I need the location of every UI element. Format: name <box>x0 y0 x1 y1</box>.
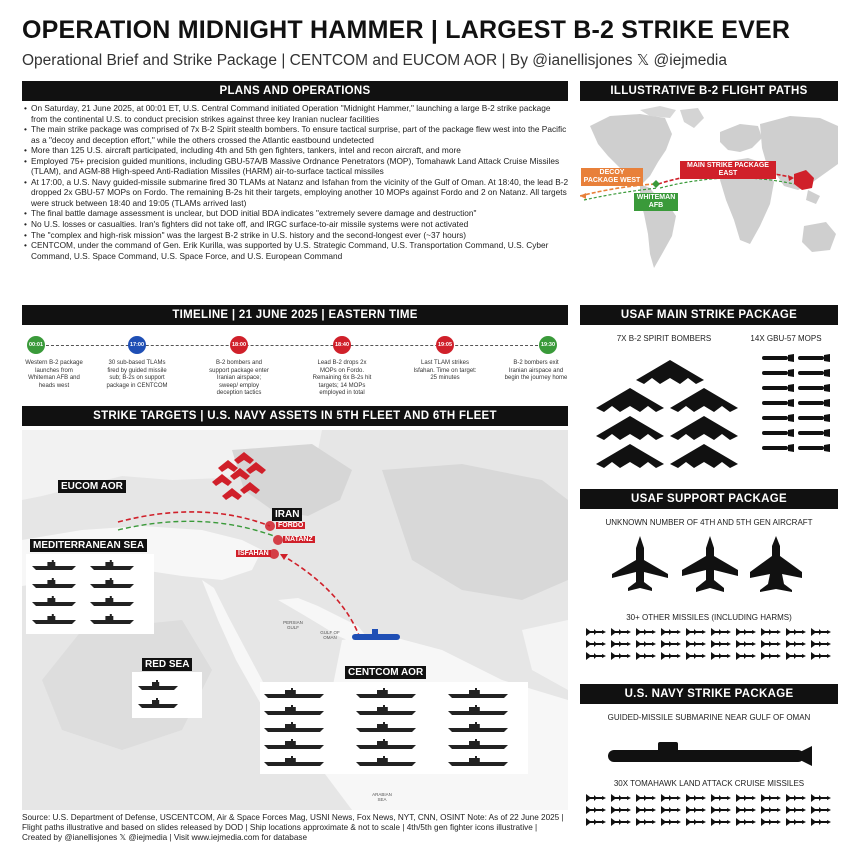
harm-missile-icon <box>634 652 656 660</box>
page-subtitle: Operational Brief and Strike Package | CENTCOM and EUCOM AOR | By @ianellisjones 𝕏 @iejmedia <box>22 52 728 69</box>
harm-missile-icon <box>734 652 756 660</box>
submarine-caption: GUIDED-MISSILE SUBMARINE NEAR GULF OF OMAN <box>607 713 811 722</box>
fighter-icon-1 <box>612 536 668 591</box>
tlam-missile-icon <box>584 806 606 814</box>
harm-missile-icon <box>684 640 706 648</box>
harm-missile-icon <box>784 640 806 648</box>
centcom-label: CENTCOM AOR <box>345 666 426 679</box>
warship-icon <box>448 756 508 766</box>
tlam-missile-icon <box>634 794 656 802</box>
harm-missile-icon <box>609 652 631 660</box>
warship-icon <box>90 560 134 570</box>
red-sea-label: RED SEA <box>142 658 192 671</box>
mop-bomb-icon <box>796 354 832 362</box>
mop-bomb-icon <box>760 414 796 422</box>
tlam-missile-icon <box>659 818 681 826</box>
timeline-text: Western B-2 package launches from Whiteman AFB and heads west <box>25 360 83 389</box>
tlam-missile-icon <box>784 818 806 826</box>
tlam-missile-icon <box>734 806 756 814</box>
tlam-caption: 30X TOMAHAWK LAND ATTACK CRUISE MISSILES <box>613 779 805 788</box>
harm-missile-icon <box>684 628 706 636</box>
tlam-missile-icon <box>759 818 781 826</box>
timeline-text: B-2 bombers and support package enter Iranian airspace; sweep/ employ deception tactics <box>209 360 269 396</box>
warship-icon <box>264 739 324 749</box>
warship-icon <box>356 756 416 766</box>
warship-icon <box>356 722 416 732</box>
gulf-of-oman-label: GULF OF OMAN <box>320 630 340 640</box>
harm-missile-icon <box>809 628 831 636</box>
timeline-text: 30 sub-based TLAMs fired by guided missile sub; B-2s on support package in CENTCOM <box>106 360 168 389</box>
persian-gulf-label: PERSIAN GULF <box>283 620 303 630</box>
plans-item: • The final battle damage assessment is unclear, but DOD initial BDA indicates "extremely severe damage and destruction" <box>24 208 569 219</box>
mops-caption: 14X GBU-57 MOPS <box>750 334 822 343</box>
b2-bomber-icon <box>634 358 706 386</box>
harm-missile-icon <box>584 652 606 660</box>
warship-icon <box>90 596 134 606</box>
timeline-dot: 18:00 <box>230 336 248 354</box>
timeline-dot: 17:00 <box>128 336 146 354</box>
harm-missile-icon <box>759 652 781 660</box>
red-sea-fleet-box <box>132 672 202 718</box>
tlam-missile-icon <box>709 818 731 826</box>
fighter-icon-3 <box>750 536 802 592</box>
tlam-missile-icon <box>634 818 656 826</box>
b2-bomber-icon <box>668 386 740 414</box>
tlam-missile-icon <box>634 806 656 814</box>
tlam-missile-icon <box>684 818 706 826</box>
harm-missile-icon <box>634 628 656 636</box>
natanz-marker <box>273 535 283 545</box>
submarine-icon <box>604 738 814 768</box>
tlam-missile-icon <box>734 794 756 802</box>
tlam-missile-icon <box>609 806 631 814</box>
natanz-label: NATANZ <box>285 536 313 543</box>
warship-icon <box>138 698 178 708</box>
support-package-header: USAF SUPPORT PACKAGE <box>580 489 838 509</box>
warship-icon <box>264 705 324 715</box>
tlam-missile-icon <box>809 794 831 802</box>
tlam-missile-icon <box>784 794 806 802</box>
harm-missile-icon <box>609 628 631 636</box>
warship-icon <box>32 614 76 624</box>
mop-bomb-icon <box>760 369 796 377</box>
b2-bomber-icon <box>668 442 740 470</box>
warship-icon <box>264 688 324 698</box>
main-package-header: USAF MAIN STRIKE PACKAGE <box>580 305 838 325</box>
mop-bomb-icon <box>796 384 832 392</box>
plans-header: PLANS AND OPERATIONS <box>22 81 568 101</box>
plans-item: • On Saturday, 21 June 2025, at 00:01 ET, U.S. Central Command initiated Operation "Midnight Hammer," launching a large B-2 strike package from the continental U.S. to conduct precision strikes against three key Iranian nuclear facilities <box>24 103 569 124</box>
harm-missile-icon <box>709 640 731 648</box>
warship-icon <box>32 560 76 570</box>
warship-icon <box>90 578 134 588</box>
b2-bomber-icon <box>594 442 666 470</box>
mop-bomb-icon <box>796 414 832 422</box>
tlam-missile-icon <box>759 794 781 802</box>
timeline-dot: 00:01 <box>27 336 45 354</box>
tlam-missile-icon <box>584 794 606 802</box>
timeline-text: Last TLAM strikes Isfahan. Time on target: 25 minutes <box>413 360 477 381</box>
warship-icon <box>448 688 508 698</box>
tlam-missile-icon <box>809 806 831 814</box>
fighter-icons <box>580 534 838 594</box>
tlam-missile-icon <box>659 794 681 802</box>
harm-missile-icon <box>584 640 606 648</box>
fighters-caption: UNKNOWN NUMBER OF 4TH AND 5TH GEN AIRCRAFT <box>605 518 813 527</box>
timeline-dot: 19:30 <box>539 336 557 354</box>
page-title: OPERATION MIDNIGHT HAMMER | LARGEST B-2 STRIKE EVER <box>22 16 791 44</box>
mop-bomb-icon <box>760 384 796 392</box>
harm-missile-icon <box>809 652 831 660</box>
harm-missile-icon <box>734 640 756 648</box>
main-package-label: MAIN STRIKE PACKAGE EAST <box>680 161 776 179</box>
warship-icon <box>264 756 324 766</box>
source-footer: Source: U.S. Department of Defense, USCENTCOM, Air & Space Forces Mag, USNI News, Fox News, NYT, CNN, OSINT Note: As of 22 June 2025 | Flight paths illustrative and based on slides released by DOD | Ship locations approximate & not to scale | 4th/5th gen fighter icons illustrative | Created by @ianellisjones 𝕏 @iejmedia | Visit www.iejmedia.com for database <box>22 813 564 843</box>
tlam-missile-icon <box>709 806 731 814</box>
warship-icon <box>32 578 76 588</box>
plans-item: • At 17:00, a U.S. Navy guided-missile submarine fired 30 TLAMs at Natanz and Isfahan from the vicinity of the Gulf of Oman. At 18:40, the lead B-2 dropped 2x GBU-57 MOPs on Fordo. The remaining B-2s hit their targets, employing another 10 MOPs against Fordo and 2 on Natanz. All targets were struck between 18:40 and 19:05 (TLAMs arrived last) <box>24 177 569 209</box>
world-map-svg <box>580 104 838 296</box>
tlam-missile-icon <box>609 818 631 826</box>
timeline-text: Lead B-2 drops 2x MOPs on Fordo. Remaining 6x B-2s hit targets; 14 MOPs employed in total <box>312 360 372 396</box>
harm-missile-icon <box>659 652 681 660</box>
timeline-dot: 18:40 <box>333 336 351 354</box>
tlam-missile-icon <box>734 818 756 826</box>
tlam-missile-icon <box>659 806 681 814</box>
plans-item: • More than 125 U.S. aircraft participated, including 4th and 5th gen fighters, tankers, intel and recon aircraft, and more <box>24 145 569 156</box>
mop-bomb-icon <box>760 399 796 407</box>
flight-paths-header: ILLUSTRATIVE B-2 FLIGHT PATHS <box>580 81 838 101</box>
tlam-missile-icon <box>809 818 831 826</box>
harm-missile-icon <box>709 652 731 660</box>
harm-missile-icon <box>634 640 656 648</box>
b2-bomber-icon <box>594 414 666 442</box>
warship-icon <box>356 739 416 749</box>
missiles-caption: 30+ OTHER MISSILES (INCLUDING HARMS) <box>626 613 792 622</box>
harm-missile-icon <box>759 640 781 648</box>
b2-bomber-icon <box>594 386 666 414</box>
tlam-missile-icon <box>684 794 706 802</box>
timeline-header: TIMELINE | 21 JUNE 2025 | EASTERN TIME <box>22 305 568 325</box>
iran-label: IRAN <box>272 508 302 521</box>
harm-missile-icon <box>784 652 806 660</box>
fordo-label: FORDO <box>278 522 304 529</box>
tlam-missile-icon <box>759 806 781 814</box>
bombers-caption: 7X B-2 SPIRIT BOMBERS <box>616 334 712 343</box>
navy-package-header: U.S. NAVY STRIKE PACKAGE <box>580 684 838 704</box>
targets-header: STRIKE TARGETS | U.S. NAVY ASSETS IN 5TH FLEET AND 6TH FLEET <box>22 406 568 426</box>
harm-missile-icon <box>784 628 806 636</box>
isfahan-label: ISFAHAN <box>238 550 269 557</box>
harm-missile-icon <box>609 640 631 648</box>
plans-item: • CENTCOM, under the command of Gen. Erik Kurilla, was supported by U.S. Strategic Command, U.S. Transportation Command, U.S. Cyber Command, U.S. Space Command, U.S. Space Force, and U.S. European Command <box>24 240 569 261</box>
mop-bomb-icon <box>796 429 832 437</box>
world-map <box>580 104 838 296</box>
eucom-label: EUCOM AOR <box>58 480 126 493</box>
mop-bomb-icon <box>760 444 796 452</box>
decoy-label: DECOY PACKAGE WEST <box>581 168 643 186</box>
harm-missile-icon <box>759 628 781 636</box>
harm-missile-icon <box>734 628 756 636</box>
plans-item: • No U.S. losses or casualties. Iran's fighters did not take off, and IRGC surface-to-air missile systems were not activated <box>24 219 569 230</box>
harm-missile-icon <box>584 628 606 636</box>
plans-item: • The "complex and high-risk mission" was the largest B-2 strike in U.S. history and the second-longest ever (~37 hours) <box>24 230 569 241</box>
warship-icon <box>90 614 134 624</box>
warship-icon <box>32 596 76 606</box>
warship-icon <box>138 680 178 690</box>
plans-list <box>24 103 569 261</box>
mop-bomb-icon <box>760 429 796 437</box>
tlam-missile-icon <box>784 806 806 814</box>
warship-icon <box>356 688 416 698</box>
tlam-missile-icon <box>609 794 631 802</box>
warship-icon <box>448 739 508 749</box>
timeline-text: B-2 bombers exit Iranian airspace and begin the journey home <box>504 360 568 381</box>
fighter-icon-2 <box>682 536 738 592</box>
warship-icon <box>448 705 508 715</box>
warship-icon <box>448 722 508 732</box>
warship-icon <box>264 722 324 732</box>
timeline-dot: 19:05 <box>436 336 454 354</box>
tlam-missile-icon <box>684 806 706 814</box>
mop-bomb-icon <box>796 369 832 377</box>
mop-bomb-icon <box>796 444 832 452</box>
fordo-marker <box>265 521 275 531</box>
harm-missile-icon <box>809 640 831 648</box>
mop-bomb-icon <box>760 354 796 362</box>
harm-missile-icon <box>684 652 706 660</box>
plans-item: • The main strike package was comprised of 7x B-2 Spirit stealth bombers. To ensure tactical surprise, part of the package flew west into the Pacific as a "decoy and deception effort," while the others crossed the Atlantic eastbound undetected <box>24 124 569 145</box>
plans-item: • Employed 75+ precision guided munitions, including GBU-57A/B Massive Ordnance Penetrators (MOP), Tomahawk Land Attack Cruise Missiles (TLAM), and AGM-88 High-speed Anti-Radiation Missiles (HARM) air-to-surface tactical missiles <box>24 156 569 177</box>
tlam-missile-icon <box>584 818 606 826</box>
tlam-missile-icon <box>709 794 731 802</box>
timeline-line <box>36 345 548 346</box>
harm-missile-icon <box>659 640 681 648</box>
harm-missile-icon <box>659 628 681 636</box>
mediterranean-label: MEDITERRANEAN SEA <box>30 539 147 552</box>
warship-icon <box>356 705 416 715</box>
mop-bomb-icon <box>796 399 832 407</box>
whiteman-label: WHITEMAN AFB <box>634 193 678 211</box>
arabian-sea-label: ARABIAN SEA <box>372 792 392 802</box>
b2-bomber-icon <box>668 414 740 442</box>
harm-missile-icon <box>709 628 731 636</box>
